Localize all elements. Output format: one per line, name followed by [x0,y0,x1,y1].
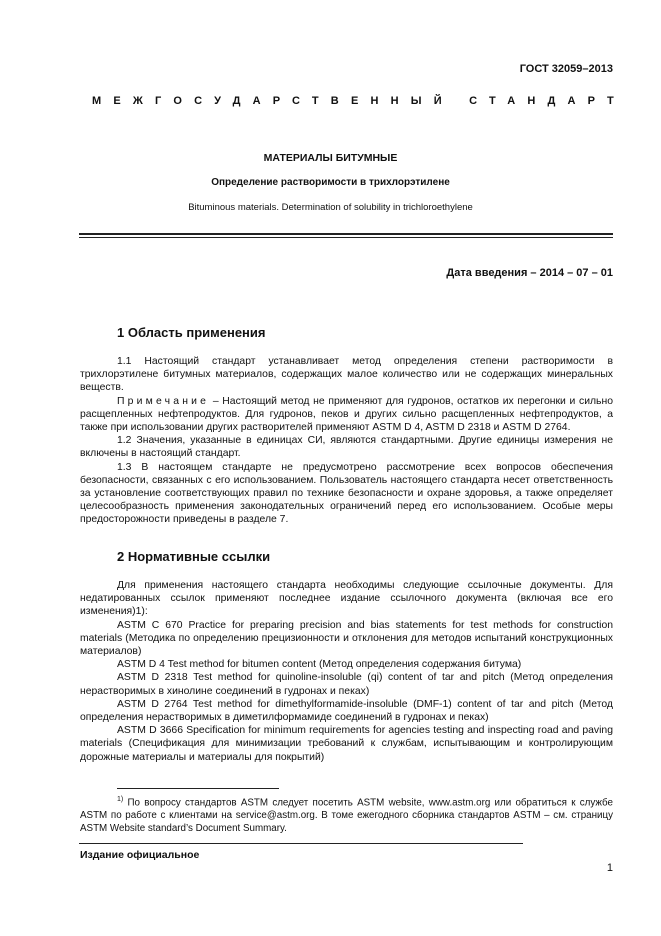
section-1-heading: 1 Область применения [117,325,266,340]
title-divider-thin [79,237,613,238]
paragraph-1-1: 1.1 Настоящий стандарт устанавливает метод определения степени растворимости в трихлорэтилене битумных материалов, содержащих малое количество или не содержащих минеральных веществ. [80,356,613,394]
references-intro: Для применения настоящего стандарта необходимы следующие ссылочные документы. Для недатированных ссылок применяют последнее издание ссылочного документа (включая все его изменения)1): [80,580,613,618]
note-text: – Настоящий метод не применяют для гудронов, остатков их перегонки и сильно расщепленных нефтепродуктов. Для гудронов, пеков и других сильно расщепленных нефтепродуктов, а также при использовании других растворителей применяют ASTM D 4, ASTM D 2318 и ASTM D 2764. [80,395,613,434]
paragraph-1-3: 1.3 В настоящем стандарте не предусмотрено рассмотрение всех вопросов обеспечения безопасности, связанных с его использованием. Пользователь настоящего стандарта несет ответственность за установление соответствующих правил по технике безопасности и охране здоровья, а также определяет целесообразность применения законодательных ограничений перед его использованием. Особые меры предосторожности приведены в разделе 7. [80,461,613,526]
note-label: Примечание [117,395,210,407]
reference-item: ASTM D 2318 Test method for quinoline-insoluble (qi) content of tar and pitch (Метод определения нерастворимых в хинолине соединений в гудронах и пеках) [80,672,613,697]
paragraph-1-2: 1.2 Значения, указанные в единицах СИ, являются стандартными. Другие единицы измерения не включены в настоящий стандарт. [80,435,613,460]
section-2-body [80,579,613,764]
reference-item: ASTM D 3666 Specification for minimum requirements for agencies testing and inspecting road and paving materials (Спецификация для минимизации требований к службам, испытывающим и контролирующим дорожные материалы и материалы для покрытий) [80,725,613,763]
section-1-body [80,355,613,527]
footer-separator [79,843,523,844]
title-divider [79,233,613,235]
footnote-marker: 1) [117,796,124,803]
section-2-heading: 2 Нормативные ссылки [117,549,271,564]
footnote-separator [117,788,279,789]
document-code: ГОСТ 32059–2013 [519,63,613,75]
reference-item: ASTM D 4 Test method for bitumen content (Метод определения содержания битума) [117,659,522,671]
standard-type-banner: МЕЖГОСУДАРСТВЕННЫЙ СТАНДАРТ [92,95,626,107]
note-paragraph [80,395,613,435]
document-title: МАТЕРИАЛЫ БИТУМНЫЕ [263,152,398,164]
footnote [80,793,613,835]
page-number: 1 [606,862,613,874]
official-edition-label: Издание официальное [80,849,200,861]
introduction-date: Дата введения – 2014 – 07 – 01 [446,267,613,279]
document-subtitle: Определение растворимости в трихлорэтилене [211,177,450,188]
reference-item: ASTM C 670 Practice for preparing precision and bias statements for test methods for construction materials (Методика по определению прецизионности и отклонения для методов испытаний конструкционных материалов) [80,619,613,658]
reference-item: ASTM D 2764 Test method for dimethylformamide-insoluble (DMF-1) content of tar and pitch (Метод определения нерастворимых в диметилформамиде соединений в гудронах и пеках) [80,698,613,724]
footnote-text: По вопросу стандартов ASTM следует посетить ASTM website, www.astm.org или обратиться к службе ASTM по работе с клиентами на service@astm.org. В томе ежегодного сборника стандартов ASTM – см. страницу ASTM Website standard’s Document Summary. [80,797,613,835]
document-english-title: Bituminous materials. Determination of solubility in trichloroethylene [188,202,473,213]
